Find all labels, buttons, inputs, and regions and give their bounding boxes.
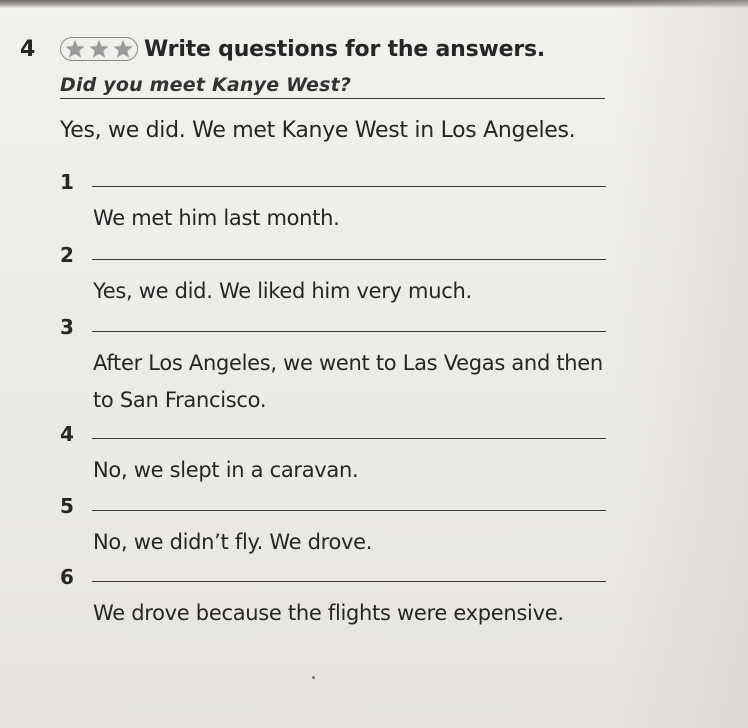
exercise-number: 4: [20, 36, 36, 62]
item-answer: Yes, we did. We liked him very much.: [93, 279, 472, 303]
example-question: Did you meet Kanye West?: [60, 74, 605, 99]
exercise-header: [20, 34, 545, 64]
item-answer: We met him last month.: [93, 206, 340, 230]
difficulty-stars-icon: [60, 37, 138, 61]
item-number: 2: [60, 243, 74, 267]
answer-blank-line[interactable]: [92, 186, 606, 187]
item-answer: No, we didn’t fly. We drove.: [93, 530, 373, 554]
page-speck: [312, 676, 315, 679]
item-answer: After Los Angeles, we went to Las Vegas and then to San Francisco.: [93, 351, 603, 412]
item-number: 1: [60, 170, 74, 194]
star-icon: [111, 38, 135, 60]
item-number: 4: [60, 422, 74, 446]
item-answer: No, we slept in a caravan.: [93, 458, 359, 482]
answer-blank-line[interactable]: [92, 331, 606, 332]
item-answer: We drove because the flights were expensive.: [93, 601, 564, 625]
star-icon: [87, 38, 111, 60]
item-number: 5: [60, 494, 74, 518]
example-answer: Yes, we did. We met Kanye West in Los Angeles.: [60, 118, 576, 143]
answer-blank-line[interactable]: [92, 510, 606, 511]
exercise-instruction: Write questions for the answers.: [144, 36, 546, 62]
item-number: 6: [60, 565, 74, 589]
answer-blank-line[interactable]: [92, 259, 606, 260]
answer-blank-line[interactable]: [92, 581, 606, 582]
item-number: 3: [60, 315, 74, 339]
star-icon: [63, 38, 87, 60]
answer-blank-line[interactable]: [92, 438, 606, 439]
